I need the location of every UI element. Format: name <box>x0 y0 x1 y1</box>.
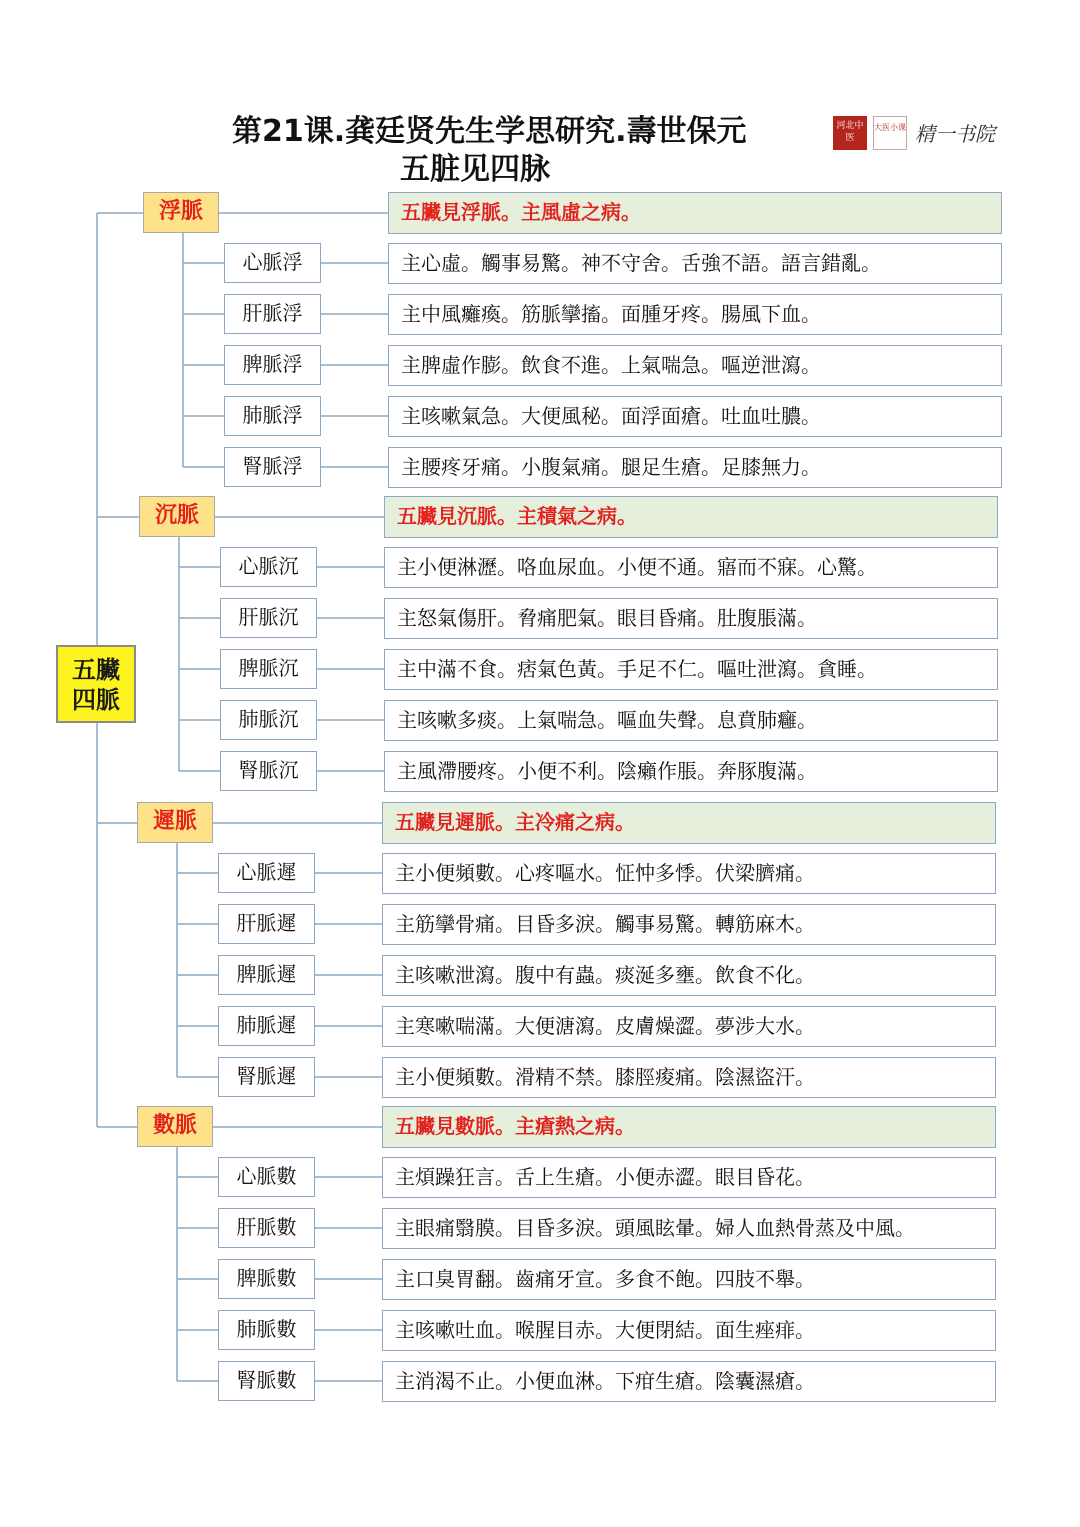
symptom-description: 主中風癱瘓。筋脈攣搐。面腫牙疼。腸風下血。 <box>388 294 1002 335</box>
organ-node: 心脈沉 <box>220 547 317 587</box>
category-fu: 浮脈 <box>143 192 219 233</box>
symptom-description: 主小便淋瀝。咯血尿血。小便不通。寤而不寐。心驚。 <box>384 547 998 588</box>
organ-node: 肝脈數 <box>218 1208 315 1248</box>
page-title: 第21课.龚廷贤先生学思研究.壽世保元 <box>232 114 747 149</box>
symptom-description: 主眼痛翳膜。目昏多淚。頭風眩暈。婦人血熱骨蒸及中風。 <box>382 1208 996 1249</box>
organ-node: 腎脈遲 <box>218 1057 315 1097</box>
symptom-description: 主脾虛作膨。飲食不進。上氣喘急。嘔逆泄瀉。 <box>388 345 1002 386</box>
organ-node: 脾脈數 <box>218 1259 315 1299</box>
organ-node: 脾脈遲 <box>218 955 315 995</box>
symptom-description: 主小便頻數。滑精不禁。膝脛痠痛。陰濕盜汗。 <box>382 1057 996 1098</box>
symptom-description: 主寒嗽喘滿。大便溏瀉。皮膚燥澀。夢涉大水。 <box>382 1006 996 1047</box>
organ-node: 心脈遲 <box>218 853 315 893</box>
organ-node: 腎脈浮 <box>224 447 321 487</box>
root-label-line2: 四脈 <box>72 686 120 714</box>
root-label-line1: 五臟 <box>72 656 120 684</box>
symptom-description: 主咳嗽多痰。上氣喘急。嘔血失聲。息賁肺癰。 <box>384 700 998 741</box>
organ-node: 心脈數 <box>218 1157 315 1197</box>
symptom-description: 主咳嗽泄瀉。腹中有蟲。痰涎多壅。飲食不化。 <box>382 955 996 996</box>
symptom-description: 主腰疼牙痛。小腹氣痛。腿足生瘡。足膝無力。 <box>388 447 1002 488</box>
symptom-description: 主怒氣傷肝。脅痛肥氣。眼目昏痛。肚腹脹滿。 <box>384 598 998 639</box>
category-shuo: 數脈 <box>137 1106 213 1147</box>
seal-logo: 河北中医 <box>833 116 867 150</box>
organ-node: 脾脈沉 <box>220 649 317 689</box>
category-summary-chen: 五臟見沉脈。主積氣之病。 <box>384 496 998 538</box>
organ-node: 腎脈沉 <box>220 751 317 791</box>
category-summary-shuo: 五臟見數脈。主瘡熱之病。 <box>382 1106 996 1148</box>
symptom-description: 主煩躁狂言。舌上生瘡。小便赤澀。眼目昏花。 <box>382 1157 996 1198</box>
symptom-description: 主風滯腰疼。小便不利。陰癩作脹。奔豚腹滿。 <box>384 751 998 792</box>
category-summary-fu: 五臟見浮脈。主風虛之病。 <box>388 192 1002 234</box>
symptom-description: 主筋攣骨痛。目昏多淚。觸事易驚。轉筋麻木。 <box>382 904 996 945</box>
symptom-description: 主咳嗽氣急。大便風秘。面浮面瘡。吐血吐膿。 <box>388 396 1002 437</box>
organ-node: 腎脈數 <box>218 1361 315 1401</box>
root-node <box>56 645 136 723</box>
category-summary-chi: 五臟見遲脈。主冷痛之病。 <box>382 802 996 844</box>
category-chi: 遲脈 <box>137 802 213 843</box>
organ-node: 肺脈數 <box>218 1310 315 1350</box>
organ-node: 心脈浮 <box>224 243 321 283</box>
organ-node: 脾脈浮 <box>224 345 321 385</box>
organ-node: 肺脈遲 <box>218 1006 315 1046</box>
badge-logo: 大医小课 <box>873 116 907 150</box>
page-subtitle: 五脏见四脉 <box>400 152 550 187</box>
organ-node: 肺脈浮 <box>224 396 321 436</box>
organ-node: 肝脈遲 <box>218 904 315 944</box>
symptom-description: 主消渴不止。小便血淋。下疳生瘡。陰囊濕瘡。 <box>382 1361 996 1402</box>
organ-node: 肝脈浮 <box>224 294 321 334</box>
organ-node: 肝脈沉 <box>220 598 317 638</box>
symptom-description: 主心虛。觸事易驚。神不守舍。舌強不語。語言錯亂。 <box>388 243 1002 284</box>
calligraphy-logo: 精一书院 <box>915 122 995 146</box>
symptom-description: 主中滿不食。痞氣色黃。手足不仁。嘔吐泄瀉。貪睡。 <box>384 649 998 690</box>
symptom-description: 主小便頻數。心疼嘔水。怔忡多悸。伏梁臍痛。 <box>382 853 996 894</box>
symptom-description: 主咳嗽吐血。喉腥目赤。大便閉結。面生痤痱。 <box>382 1310 996 1351</box>
category-chen: 沉脈 <box>139 496 215 537</box>
symptom-description: 主口臭胃翻。齒痛牙宣。多食不飽。四肢不舉。 <box>382 1259 996 1300</box>
organ-node: 肺脈沉 <box>220 700 317 740</box>
